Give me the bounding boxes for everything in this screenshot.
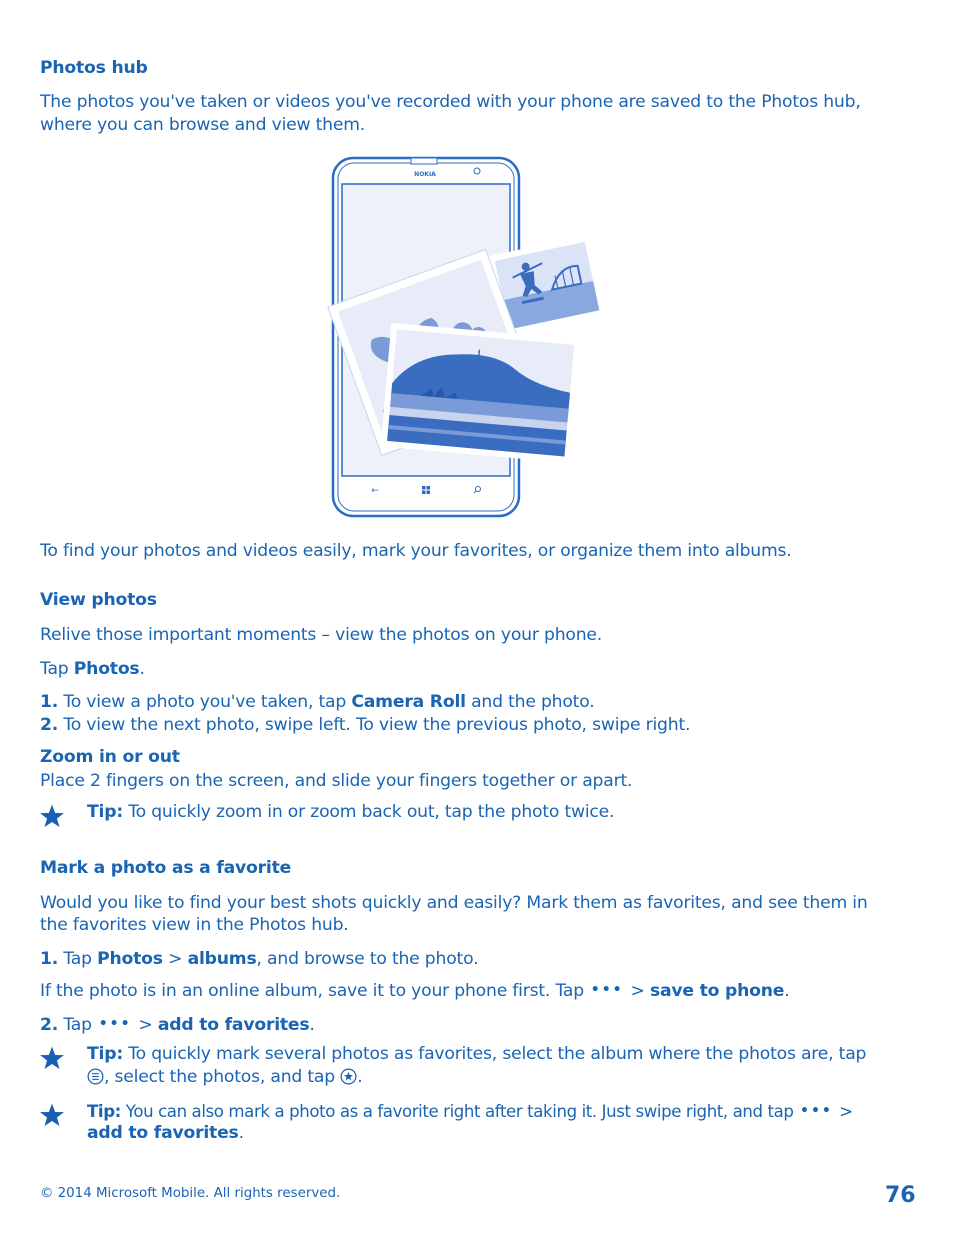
fav-step1-pre: Tap: [58, 949, 98, 969]
tip2-label: Tip:: [87, 1102, 121, 1121]
tap-prefix: Tap: [40, 659, 74, 679]
tip2-line1-text: You can also mark a photo as a favorite right after taking it. Just swipe right, and tap: [120, 1102, 799, 1121]
favorite-online-album: [40, 979, 790, 1003]
online-post: .: [784, 981, 790, 1001]
favorite-intro-line2: the favorites view in the Photos hub.: [40, 915, 349, 935]
star-tip-icon: [39, 1102, 65, 1128]
online-pre: If the photo is in an online album, save it to your phone first. Tap: [40, 981, 590, 1001]
fav-step1-sep: >: [162, 949, 188, 969]
heading-zoom: Zoom in or out: [40, 747, 180, 767]
view-photos-tap-line: [40, 658, 145, 681]
tip1-line2-b: .: [357, 1067, 363, 1087]
favorite-step2: [40, 1013, 315, 1037]
fav-step1-number: 1.: [40, 949, 59, 969]
phone-brand-logo: NOKIA: [414, 171, 436, 178]
photo-landscape: [381, 323, 581, 463]
fav-step1-post: , and browse to the photo.: [256, 949, 479, 969]
zoom-tip: [87, 801, 614, 824]
favorite-tip1-line2: [87, 1066, 363, 1089]
page-number: 76: [885, 1183, 916, 1208]
footer-copyright: © 2014 Microsoft Mobile. All rights reserved.: [40, 1186, 341, 1201]
zoom-text: Place 2 fingers on the screen, and slide your fingers together or apart.: [40, 771, 633, 791]
step2-number: 2.: [40, 715, 59, 735]
tip1-line2-a: , select the photos, and tap: [104, 1067, 341, 1087]
tip1-line1-text: To quickly mark several photos as favorites, select the album where the photos are, tap: [123, 1044, 867, 1064]
fav-step2-post: .: [309, 1015, 315, 1035]
photos-hub-summary: To find your photos and videos easily, mark your favorites, or organize them into albums.: [40, 541, 792, 561]
favorite-tip2-line1: [87, 1100, 853, 1123]
tip1-label: Tip:: [87, 1044, 123, 1064]
fav-step2-number: 2.: [40, 1015, 59, 1035]
favorite-tip1-line1: [87, 1043, 866, 1066]
view-photos-intro: Relive those important moments – view the photos on your phone.: [40, 625, 603, 645]
zoom-tip-label: Tip:: [87, 802, 123, 822]
heading-view-photos: View photos: [40, 590, 157, 610]
back-icon: ←: [371, 486, 379, 496]
tap-photos-target: Photos: [73, 659, 140, 679]
online-save-to-phone: save to phone: [649, 981, 785, 1001]
select-list-icon: [87, 1068, 104, 1085]
step1-number: 1.: [40, 692, 59, 712]
fav-step1-albums: albums: [187, 949, 257, 969]
fav-step2-add-to-favorites: add to favorites: [157, 1015, 310, 1035]
tip2-post: .: [238, 1123, 244, 1143]
step1-camera-roll: Camera Roll: [351, 692, 466, 712]
phone-photos-illustration: [325, 150, 615, 522]
more-dots-icon: •••: [800, 1103, 833, 1119]
zoom-tip-text: To quickly zoom in or zoom back out, tap the photo twice.: [123, 802, 615, 822]
heading-mark-favorite: Mark a photo as a favorite: [40, 858, 292, 878]
favorite-step1: [40, 948, 478, 971]
favorite-star-button-icon: [340, 1068, 357, 1085]
more-dots-icon: •••: [98, 1016, 132, 1032]
favorite-intro-line1: Would you like to find your best shots quickly and easily? Mark them as favorites, and see them in: [40, 893, 868, 913]
tip2-add-to-favorites: add to favorites: [87, 1123, 239, 1143]
fav-step1-photos: Photos: [97, 949, 163, 969]
online-sep: >: [625, 981, 650, 1001]
photos-hub-intro-line2: where you can browse and view them.: [40, 115, 366, 135]
heading-photos-hub: Photos hub: [40, 58, 148, 78]
step1-pre: To view a photo you've taken, tap: [58, 692, 352, 712]
fav-step2-pre: Tap: [58, 1015, 98, 1035]
photos-hub-intro-line1: The photos you've taken or videos you've recorded with your phone are saved to the Photos hub,: [40, 92, 861, 112]
star-tip-icon: [39, 803, 65, 829]
step2-text: To view the next photo, swipe left. To view the previous photo, swipe right.: [58, 715, 691, 735]
more-dots-icon: •••: [590, 982, 624, 998]
tap-suffix: .: [139, 659, 145, 679]
fav-step2-sep: >: [133, 1015, 158, 1035]
star-tip-icon: [39, 1045, 65, 1071]
favorite-tip2-line2: [87, 1122, 244, 1145]
step1-post: and the photo.: [465, 692, 595, 712]
tip2-sep: >: [834, 1102, 853, 1121]
view-photos-step1: [40, 691, 595, 714]
view-photos-step2: [40, 714, 690, 737]
